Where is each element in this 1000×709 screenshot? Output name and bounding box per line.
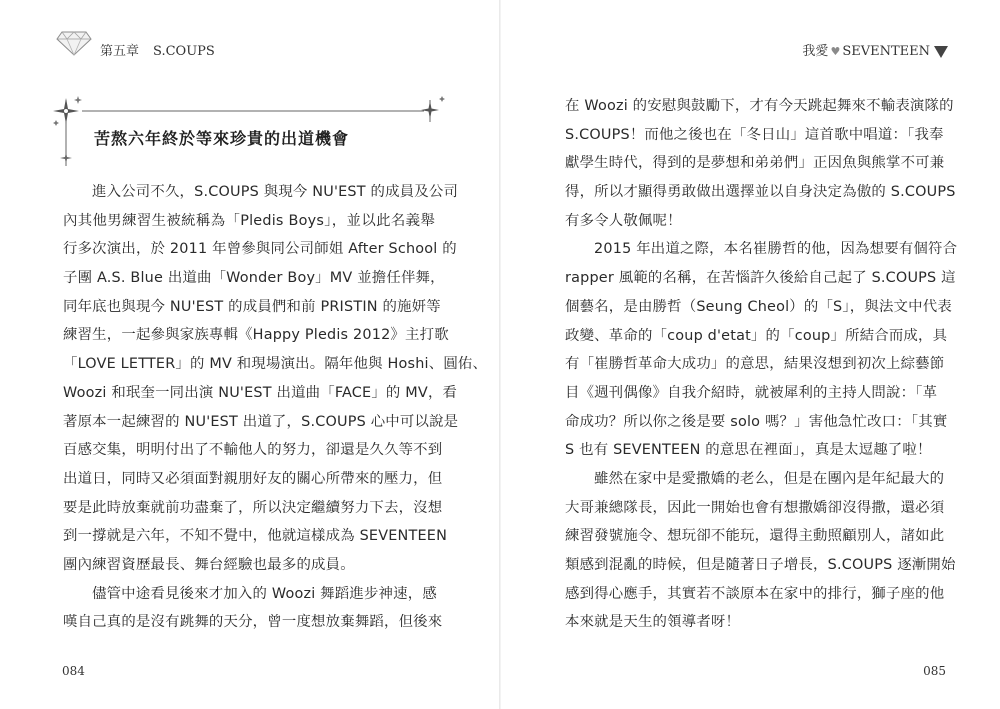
text-line: 類感到混亂的時候，但是隨著日子增長，S.COUPS 逐漸開始 xyxy=(565,557,956,573)
left-body-text xyxy=(63,178,488,637)
text-line: 2015 年出道之際，本名崔勝哲的他，因為想要有個符合 xyxy=(594,241,958,258)
text-line: 要是此時放棄就前功盡棄了，所以決定繼續努力下去，沒想 xyxy=(63,499,443,516)
text-line: 政變、革命的「coup d'etat」的「coup」所結合而成，具 xyxy=(565,327,948,344)
text-line: 到一撐就是六年，不知不覺中，他就這樣成為 SEVENTEEN xyxy=(63,528,448,545)
heart-icon: ♥ xyxy=(830,45,841,58)
page-number-right: 085 xyxy=(923,664,946,678)
text-line: 練習生，一起參與家族專輯《Happy Pledis 2012》主打歌 xyxy=(63,327,449,344)
section-title-frame xyxy=(52,96,442,166)
text-line: 內其他男練習生被統稱為「Pledis Boys」，並以此名義舉 xyxy=(63,212,435,229)
text-line: 練習發號施令、想玩卻不能玩，還得主動照顧別人，諸如此 xyxy=(565,528,945,545)
triangle-icon xyxy=(934,46,948,58)
diamond-icon xyxy=(56,30,92,56)
text-line: 進入公司不久，S.COUPS 與現今 NU'EST 的成員及公司 xyxy=(92,184,459,200)
page-number-left: 084 xyxy=(62,664,85,678)
text-line: rapper 風範的名稱，在苦惱許久後給自己起了 S.COUPS 這 xyxy=(565,270,956,287)
text-line: 目《週刊偶像》自我介紹時，就被犀利的主持人問說：「革 xyxy=(565,384,938,401)
text-line: Woozi 和珉奎一同出演 NU'EST 出道曲「FACE」的 MV，看 xyxy=(63,384,458,401)
text-line: 在 Woozi 的安慰與鼓勵下，才有今天跳起舞來不輸表演隊的 xyxy=(565,98,954,114)
text-line: 本來就是天生的領導者呀！ xyxy=(565,614,741,631)
text-line: 儘管中途看見後來才加入的 Woozi 舞蹈進步神速，感 xyxy=(92,585,437,602)
text-line: 雖然在家中是愛撒嬌的老么，但是在團內是年紀最大的 xyxy=(594,470,945,487)
running-header-left xyxy=(100,40,215,59)
running-header-right xyxy=(802,40,948,59)
text-line: 出道日，同時又必須面對親朋好友的關心所帶來的壓力，但 xyxy=(63,470,443,487)
text-line: 團內練習資歷最長、舞台經驗也最多的成員。 xyxy=(63,556,355,573)
header-prefix: 我愛 xyxy=(802,44,829,59)
text-line: 「LOVE LETTER」的 MV 和現場演出。隔年他與 Hoshi、圓佑、 xyxy=(63,356,488,373)
text-line: 嘆自己真的是沒有跳舞的天分，曾一度想放棄舞蹈，但後來 xyxy=(63,614,443,631)
text-line: 感到得心應手，其實若不談原本在家中的排行，獅子座的他 xyxy=(565,585,945,602)
text-line: 個藝名，是由勝哲（Seung Cheol）的「S」，與法文中代表 xyxy=(565,298,952,315)
text-line: 著原本一起練習的 NU'EST 出道了，S.COUPS 心中可以說是 xyxy=(63,413,459,430)
text-line: 獻學生時代，得到的是夢想和弟弟們」正因魚與熊掌不可兼 xyxy=(565,155,945,172)
text-line: 有多令人敬佩呢！ xyxy=(565,212,682,229)
text-line: 得，所以才顯得勇敢做出選擇並以自身決定為傲的 S.COUPS xyxy=(565,184,956,201)
text-line: S 也有 SEVENTEEN 的意思在裡面」，真是太逗趣了啦！ xyxy=(565,442,932,459)
chapter-name: S.COUPS xyxy=(153,44,215,59)
text-line: 行多次演出，於 2011 年曾參與同公司師姐 After School 的 xyxy=(63,241,457,258)
chapter-label: 第五章 xyxy=(100,44,140,59)
text-line: S.COUPS！而他之後也在「冬日山」這首歌中唱道：「我奉 xyxy=(565,126,944,143)
text-line: 同年底也與現今 NU'EST 的成員們和前 PRISTIN 的施妍等 xyxy=(63,298,441,315)
text-line: 子團 A.S. Blue 出道曲「Wonder Boy」MV 並擔任伴舞， xyxy=(63,270,445,287)
right-body-text xyxy=(565,92,958,637)
text-line: 有「崔勝哲革命大成功」的意思，結果沒想到初次上綜藝節 xyxy=(565,356,945,373)
text-line: 大哥兼總隊長，因此一開始也會有想撒嬌卻沒得撒，還必須 xyxy=(565,499,945,516)
section-title: 苦熬六年終於等來珍貴的出道機會 xyxy=(94,129,350,148)
text-line: 百感交集，明明付出了不輸他人的努力，卻還是久久等不到 xyxy=(63,442,443,459)
text-line: 命成功？所以你之後是要 solo 嗎？」害他急忙改口：「其實 xyxy=(565,413,948,430)
header-suffix: SEVENTEEN xyxy=(842,44,930,59)
